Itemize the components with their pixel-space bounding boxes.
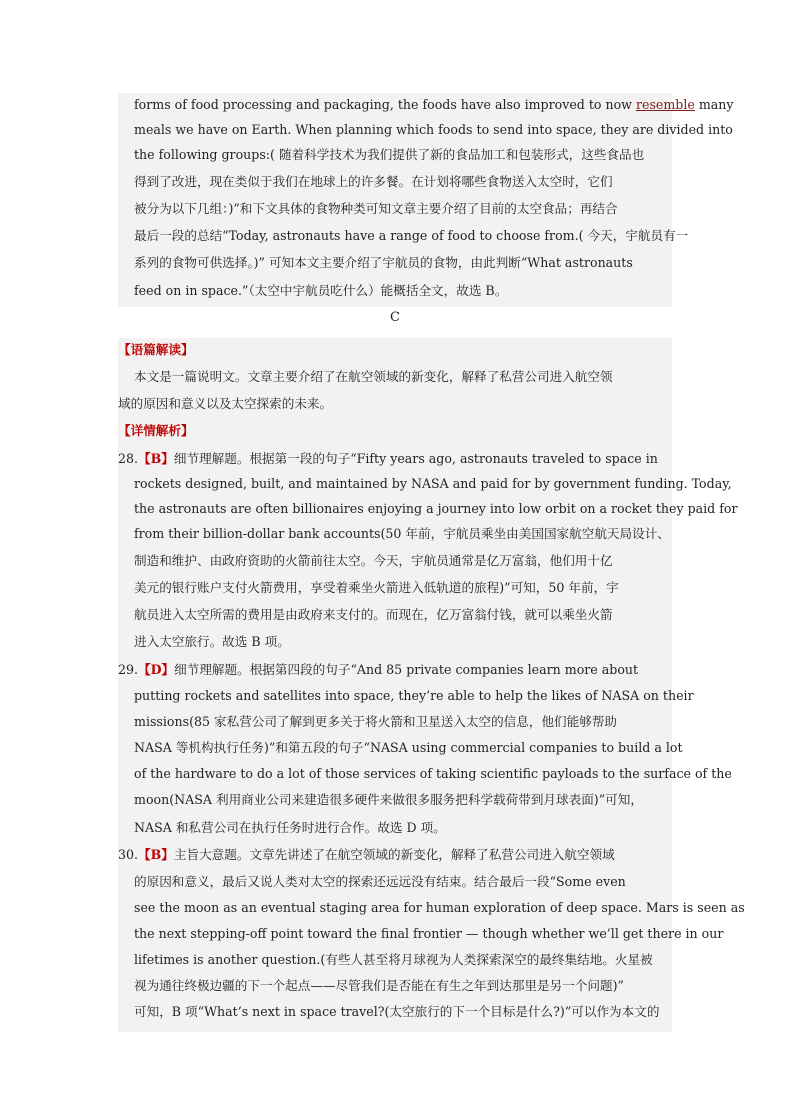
analysis-header: 【详情解析】 — [118, 423, 194, 438]
section-letter: C — [390, 310, 400, 325]
question-number: 28. — [118, 451, 139, 466]
question-number: 29. — [118, 662, 139, 677]
question-number: 30. — [118, 847, 139, 862]
text-line: 域的原因和意义以及太空探索的未来。 — [118, 396, 333, 411]
text-line: rockets designed, built, and maintained by NASA and paid for by government funding. Today, — [134, 476, 732, 491]
text-line: 得到了改进，现在类似于我们在地球上的许多餐。在计划将哪些食物送入太空时，它们 — [134, 174, 613, 189]
underlined-word: resemble — [635, 97, 695, 112]
text-line: meals we have on Earth. When planning which foods to send into space, they are divided into — [134, 122, 733, 137]
text-line: 系列的食物可供选择。)” 可知本文主要介绍了宇航员的食物，由此判断“What astronauts — [134, 255, 633, 270]
text-line: lifetimes is another question.(有些人甚至将月球视为人类探索深空的最终集结地。火星被 — [134, 952, 653, 967]
text-line: 本文是一篇说明文。文章主要介绍了在航空领域的新变化，解释了私营公司进入航空领 — [134, 369, 613, 384]
answer-badge: 【D】 — [138, 662, 175, 677]
text-line: 进入太空旅行。故选 B 项。 — [134, 634, 290, 649]
text-line: NASA 等机构执行任务)”和第五段的句子“NASA using commercial companies to build a lot — [134, 740, 683, 755]
text-line: 可知，B 项“What’s next in space travel?(太空旅行的下一个目标是什么?)”可以作为本文的 — [134, 1004, 660, 1019]
answer-badge: 【B】 — [138, 847, 174, 862]
text-line: 航员进入太空所需的费用是由政府来支付的。而现在，亿万富翁付钱，就可以乘坐火箭 — [134, 607, 613, 622]
text-line: the next stepping-off point toward the final frontier — though whether we’ll get there in our — [134, 926, 724, 941]
text-line: 制造和维护、由政府资助的火箭前往太空。今天，宇航员通常是亿万富翁，他们用十亿 — [134, 553, 613, 568]
question-28-first-line: 28.【B】细节理解题。根据第一段的句子“Fifty years ago, astronauts traveled to space in — [118, 451, 658, 466]
text-line: 视为通往终极边疆的下一个起点——尽管我们是否能在有生之年到达那里是另一个问题)” — [134, 978, 624, 993]
text-line: putting rockets and satellites into space, they’re able to help the likes of NASA on their — [134, 688, 694, 703]
text-line: from their billion-dollar bank accounts(50 年前，宇航员乘坐由美国国家航空航天局设计、 — [134, 526, 670, 541]
text-line: 美元的银行账户支付火箭费用，享受着乘坐火箭进入低轨道的旅程)”可知，50 年前，宇 — [134, 580, 619, 595]
text-line: the astronauts are often billionaires enjoying a journey into low orbit on a rocket they paid for — [134, 501, 738, 516]
text-line: 被分为以下几组：)”和下文具体的食物种类可知文章主要介绍了目前的太空食品；再结合 — [134, 201, 618, 216]
question-30-first-line: 30.【B】主旨大意题。文章先讲述了在航空领域的新变化，解释了私营公司进入航空领域 — [118, 847, 615, 862]
text-line: missions(85 家私营公司了解到更多关于将火箭和卫星送入太空的信息，他们能够帮助 — [134, 714, 618, 729]
text-line: the following groups:( 随着科学技术为我们提供了新的食品加工和包装形式，这些食品也 — [134, 147, 645, 162]
text-line: see the moon as an eventual staging area for human exploration of deep space. Mars is seen as — [134, 900, 745, 915]
text-line: of the hardware to do a lot of those services of taking scientific payloads to the surface of the — [134, 766, 732, 781]
text-line: NASA 和私营公司在执行任务时进行合作。故选 D 项。 — [134, 820, 446, 835]
reading-header: 【语篇解读】 — [118, 342, 194, 357]
text-line: forms of food processing and packaging, the foods have also improved to now resemble many — [134, 97, 734, 112]
text-line: 的原因和意义，最后又说人类对太空的探索还远远没有结束。结合最后一段“Some even — [134, 874, 626, 889]
text-line: 最后一段的总结“Today, astronauts have a range of food to choose from.( 今天，宇航员有一 — [134, 228, 689, 243]
question-29-first-line: 29.【D】细节理解题。根据第四段的句子“And 85 private companies learn more about — [118, 662, 639, 677]
answer-badge: 【B】 — [138, 451, 174, 466]
text-line: feed on in space.”（太空中宇航员吃什么）能概括全文，故选 B。 — [134, 283, 508, 298]
text-line: moon(NASA 利用商业公司来建造很多硬件来做很多服务把科学载荷带到月球表面)”可知， — [134, 792, 643, 807]
